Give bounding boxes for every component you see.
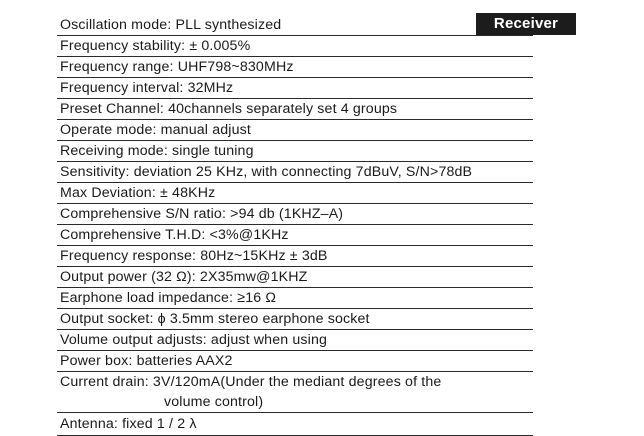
spec-sheet <box>57 13 533 436</box>
spec-row-sn-ratio: Comprehensive S/N ratio: >94 db (1KHZ–A) <box>57 204 533 225</box>
spec-row-volume-output: Volume output adjusts: adjust when using <box>57 330 533 351</box>
spec-row-oscillation-mode: Oscillation mode: PLL synthesized <box>57 13 533 36</box>
spec-row-antenna: Antenna: fixed 1 / 2 λ <box>57 413 533 436</box>
current-drain-line1: Current drain: 3V/120mA(Under the mediant degrees of the <box>60 374 442 390</box>
spec-row-frequency-interval: Frequency interval: 32MHz <box>57 78 533 99</box>
spec-row-sensitivity: Sensitivity: deviation 25 KHz, with connecting 7dBuV, S/N>78dB <box>57 162 533 183</box>
current-drain-line2: volume control) <box>164 394 264 410</box>
spec-row-max-deviation: Max Deviation: ± 48KHz <box>57 183 533 204</box>
spec-row-receiving-mode: Receiving mode: single tuning <box>57 141 533 162</box>
spec-row-output-socket: Output socket: ϕ 3.5mm stereo earphone socket <box>57 309 533 330</box>
spec-row-preset-channel: Preset Channel: 40channels separately set 4 groups <box>57 99 533 120</box>
spec-row-frequency-range: Frequency range: UHF798~830MHz <box>57 57 533 78</box>
spec-row-thd: Comprehensive T.H.D: <3%@1KHz <box>57 225 533 246</box>
spec-row-output-power: Output power (32 Ω): 2X35mw@1KHZ <box>57 267 533 288</box>
spec-row-earphone-impedance: Earphone load impedance: ≥16 Ω <box>57 288 533 309</box>
spec-row-frequency-response: Frequency response: 80Hz~15KHz ± 3dB <box>57 246 533 267</box>
spec-row-power-box: Power box: batteries AAX2 <box>57 351 533 372</box>
receiver-badge: Receiver <box>476 13 576 35</box>
spec-row-current-drain <box>57 372 533 413</box>
spec-row-frequency-stability: Frequency stability: ± 0.005% <box>57 36 533 57</box>
spec-row-operate-mode: Operate mode: manual adjust <box>57 120 533 141</box>
